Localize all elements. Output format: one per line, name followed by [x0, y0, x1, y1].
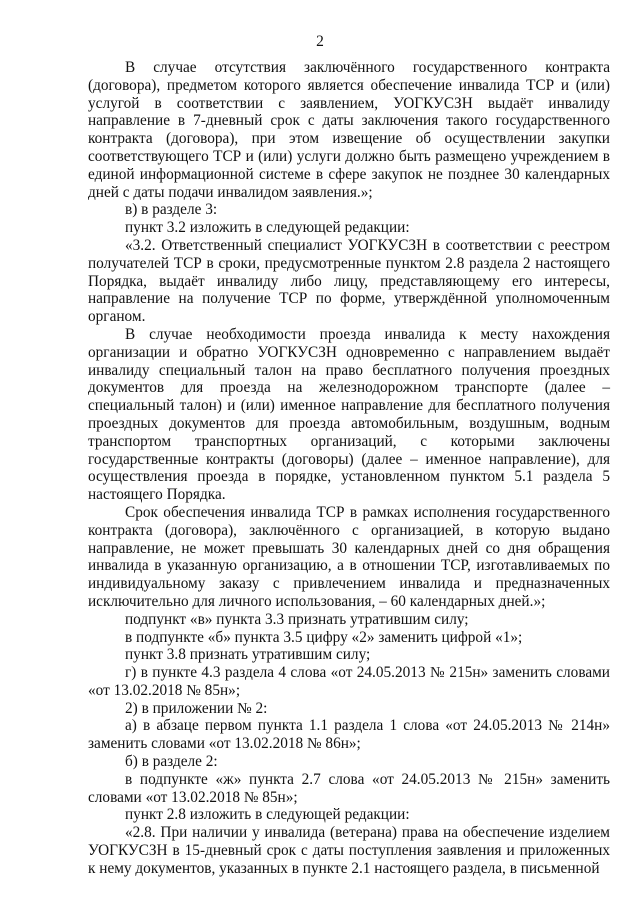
paragraph: пункт 2.8 изложить в следующей редакции: — [125, 806, 410, 824]
paragraph: подпункт «в» пункта 3.3 признать утратившим силу; — [125, 610, 469, 628]
paragraph: в подпункте «ж» пункта 2.7 слова «от 24.05.2013 № 215н» заменить словами «от 13.02.2018 № 85н»; — [88, 770, 610, 806]
paragraph: г) в пункте 4.3 раздела 4 слова «от 24.05.2013 № 215н» заменить словами «от 13.02.2018 № 85н»; — [88, 664, 610, 699]
paragraph: пункт 3.2 изложить в следующей редакции: — [125, 219, 410, 237]
paragraph: «2.8. При наличии у инвалида (ветерана) права на обеспечение изделием УОГКУСЗН в 15-дневный срок с даты поступления заявления и приложенных к нему документов, указанных в пункте 2.1 настоящего раздела, в письменной — [88, 824, 610, 877]
paragraph: в) в разделе 3: — [125, 201, 218, 219]
paragraph: а) в абзаце первом пункта 1.1 раздела 1 слова «от 24.05.2013 № 214н» заменить словами «от 13.02.2018 № 86н»; — [88, 717, 610, 753]
paragraph: 2) в приложении № 2: — [125, 699, 268, 717]
paragraph: В случае отсутствия заключённого государственного контракта (договора), предметом которого является обеспечение инвалида ТСР и (или) услугой в соответствии с заявлением, УОГКУСЗН выдаёт инвалиду направление в 7-дневный срок с даты заключения такого государственного контракта (договора), при этом извещение об осуществлении закупки соответствующего ТСР и (или) услуги должно быть размещено учреждением в единой информационной системе в сфере закупок не позднее 30 календарных дней с даты подачи инвалидом заявления.»; — [88, 59, 610, 201]
paragraph: Срок обеспечения инвалида ТСР в рамках исполнения государственного контракта (договора), заключённого с организацией, в которую выдано направление, не может превышать 30 календарных дней со дня обращения инвалида в указанную организацию, а в отношении ТСР, изготавливаемых по индивидуальному заказу с привлечением инвалида и предназначенных исключительно для личного использования, – 60 календарных дней.»; — [88, 503, 610, 610]
paragraph: пункт 3.8 признать утратившим силу; — [125, 646, 371, 664]
paragraph: в подпункте «б» пункта 3.5 цифру «2» заменить цифрой «1»; — [125, 628, 523, 646]
paragraph: В случае необходимости проезда инвалида к месту нахождения организации и обратно УОГКУСЗН одновременно с направлением выдаёт инвалиду специальный талон на право бесплатного получения проездных документов для проезда на железнодорожном транспорте (далее – специальный талон) и (или) именное направление для бесплатного получения проездных документов для проезда автомобильным, воздушным, водным транспортом транспортных организаций, с которыми заключены государственные контракты (договоры) (далее – именное направление), для осуществления проезда в порядке, установленном пунктом 5.1 раздела 5 настоящего Порядка. — [88, 325, 610, 504]
paragraph: «3.2. Ответственный специалист УОГКУСЗН в соответствии с реестром получателей ТСР в сроки, предусмотренные пунктом 2.8 раздела 2 настоящего Порядка, выдаёт инвалиду либо лицу, представляющему его интересы, направление на получение ТСР по форме, утверждённой уполномоченным органом. — [88, 236, 610, 326]
paragraph: б) в разделе 2: — [125, 753, 218, 771]
page-number: 2 — [316, 33, 324, 50]
document-body — [88, 59, 610, 878]
